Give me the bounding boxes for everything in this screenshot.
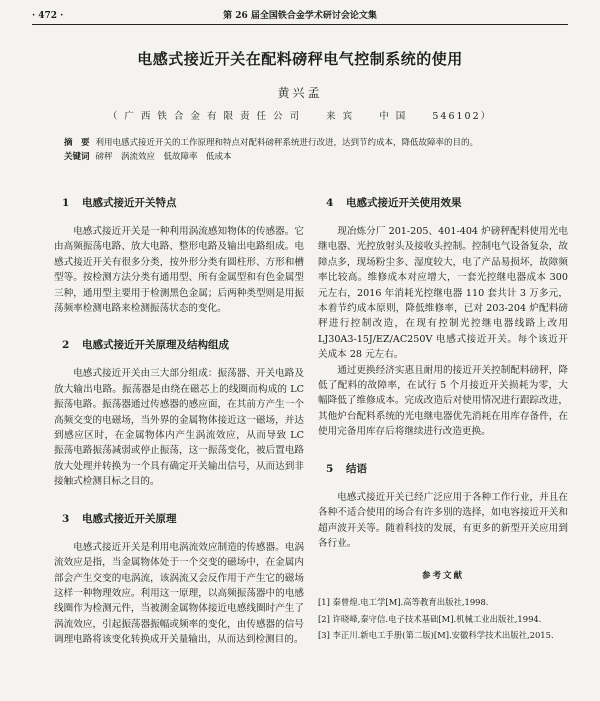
author-name: 黄兴孟 <box>277 86 323 100</box>
keywords-text: 磅秤 涡流效应 低故障率 低成本 <box>95 152 232 162</box>
section-4-paragraph-1: 现冶炼分厂 201-205、401-404 炉磅秤配料使用光电继电器、光控放射头及接收头控制。控制电气设备复杂，故障点多，现场粉尘多、湿度较大，电了产品易损坏，故障频率比较高。维修成本对应增大，一套光控继电器成本 300 元左右，2016 年消耗光控继电器 110 套共计 3 万多元，本着节约成本原则，降低维修率，已对 203-204 炉配料磅秤进行控制改造，在现有控制光控继电器线路上改用 LJ30A3-15J/EZ/AC250V 电感式接近开关。每个该近开关成本 28 元左右。 <box>318 226 568 361</box>
paper-title: 电感式接近开关在配料磅秤电气控制系统的使用 <box>137 50 463 68</box>
affiliation: （ 广 西 铁 合 金 有 限 责 任 公 司 来 宾 中 国 546102） <box>107 111 493 122</box>
running-header <box>32 8 568 25</box>
left-column <box>54 186 304 648</box>
section-4-heading <box>326 196 568 210</box>
section-2-number: 2 <box>62 339 70 352</box>
section-2-paragraph: 电感式接近开关由三大部分组成：振荡器、开关电路及放大输出电路。振荡器是由绕在磁芯上的线圈而构成的 LC 振荡电路。振荡器通过传感器的感应面，在其前方产生一个高频交变的电磁场，当外界的金属物体接近这一磁场，并达到感应区时，在金属物体内产生涡流效应，从而导致 LC 振荡电路振荡减弱或停止振荡，这一振荡变化，被后置电路放大处理并转换为一个具有确定开关输出信号，从而达到非接触式检测目标之目的。 <box>54 368 304 488</box>
journal-title: 第 26 届全国铁合金学术研讨会论文集 <box>223 11 377 21</box>
section-4-paragraph-2: 通过更换经济实惠且耐用的接近开关控制配料磅秤，降低了配料的故障率，在试行 5 个月接近开关损耗为零，大幅降低了维修成本。完成改造后对使用情况进行跟踪改进，其他炉台配料系统的光电继电器优先消耗在用库存备件，在使用完备用库存后将继续进行改造更换。 <box>318 364 568 438</box>
section-1-title: 电感式接近开关特点 <box>82 197 177 209</box>
section-4-number: 4 <box>326 197 334 209</box>
section-3-title: 电感式接近开关原理 <box>82 512 177 525</box>
reference-item: [1] 秦曾煌.电工学[M].高等教育出版社,1998. <box>318 597 489 608</box>
section-3-paragraph: 电感式接近开关是利用电涡流效应制造的传感器。电涡流效应是指，当金属物体处于一个交变的磁场中，在金属内部会产生交变的电涡流，该涡流又会反作用于产生它的磁场这样一种物理效应。利用这一原理，以高频振荡器中的电感线圈作为检测元件，当被测金属物体接近电感线圈时产生了涡流效应，引起振荡器振幅或频率的变化，由传感器的信号调理电路将该变化转换成开关量输出，从而达到检测目的。 <box>54 541 304 646</box>
section-3-number: 3 <box>62 512 70 525</box>
section-3-heading <box>62 512 304 526</box>
section-4-title: 电感式接近开关使用效果 <box>346 197 462 209</box>
keywords-row <box>64 150 540 164</box>
section-1-paragraph: 电感式接近开关是一种利用涡流感知物体的传感器。它由高频振荡电路、放大电路、整形电路及输出电路组成。电感式接近开关有很多分类，按外形分类有圆柱形、方形和槽型等。按检测方法分类有通用型、所有金属型和有色金属型三种，通用型主要用于检测黑色金属；后两种类型则是用振荡频率检测电路来检测振荡状态的变化。 <box>54 226 304 315</box>
section-5-number: 5 <box>326 462 334 475</box>
section-1-heading <box>62 196 304 210</box>
reference-item: [2] 许晓峰,秦守信.电子技术基础[M].机械工业出版社,1994. <box>318 613 542 624</box>
abstract-text: 利用电感式接近开关的工作原理和特点对配料磅秤系统进行改进，达到节约成本，降低故障率的目的。 <box>95 138 479 148</box>
references-title: 参考文献 <box>421 571 464 582</box>
abstract-row <box>64 136 540 150</box>
page-number: · 472 · <box>32 11 64 21</box>
abstract-label: 摘 要 <box>64 138 90 148</box>
section-5-paragraph: 电感式接近开关已经广泛应用于各种工作行业，并且在各种不适合使用的场合有许多别的选择，如电容接近开关和超声波开关等。随着科技的发展，有更多的新型开关应用到各行业。 <box>318 491 568 549</box>
section-5-heading <box>326 462 568 476</box>
keywords-label: 关键词 <box>64 152 90 162</box>
section-2-title: 电感式接近开关原理及结构组成 <box>82 339 229 352</box>
reference-item: [3] 李正川.新电工手册(第二版)[M].安徽科学技术出版社,2015. <box>318 630 554 641</box>
abstract-block <box>64 136 540 164</box>
section-2-heading <box>62 338 304 352</box>
section-5-title: 结语 <box>346 462 367 475</box>
section-1-number: 1 <box>62 197 70 209</box>
right-column <box>318 186 568 645</box>
